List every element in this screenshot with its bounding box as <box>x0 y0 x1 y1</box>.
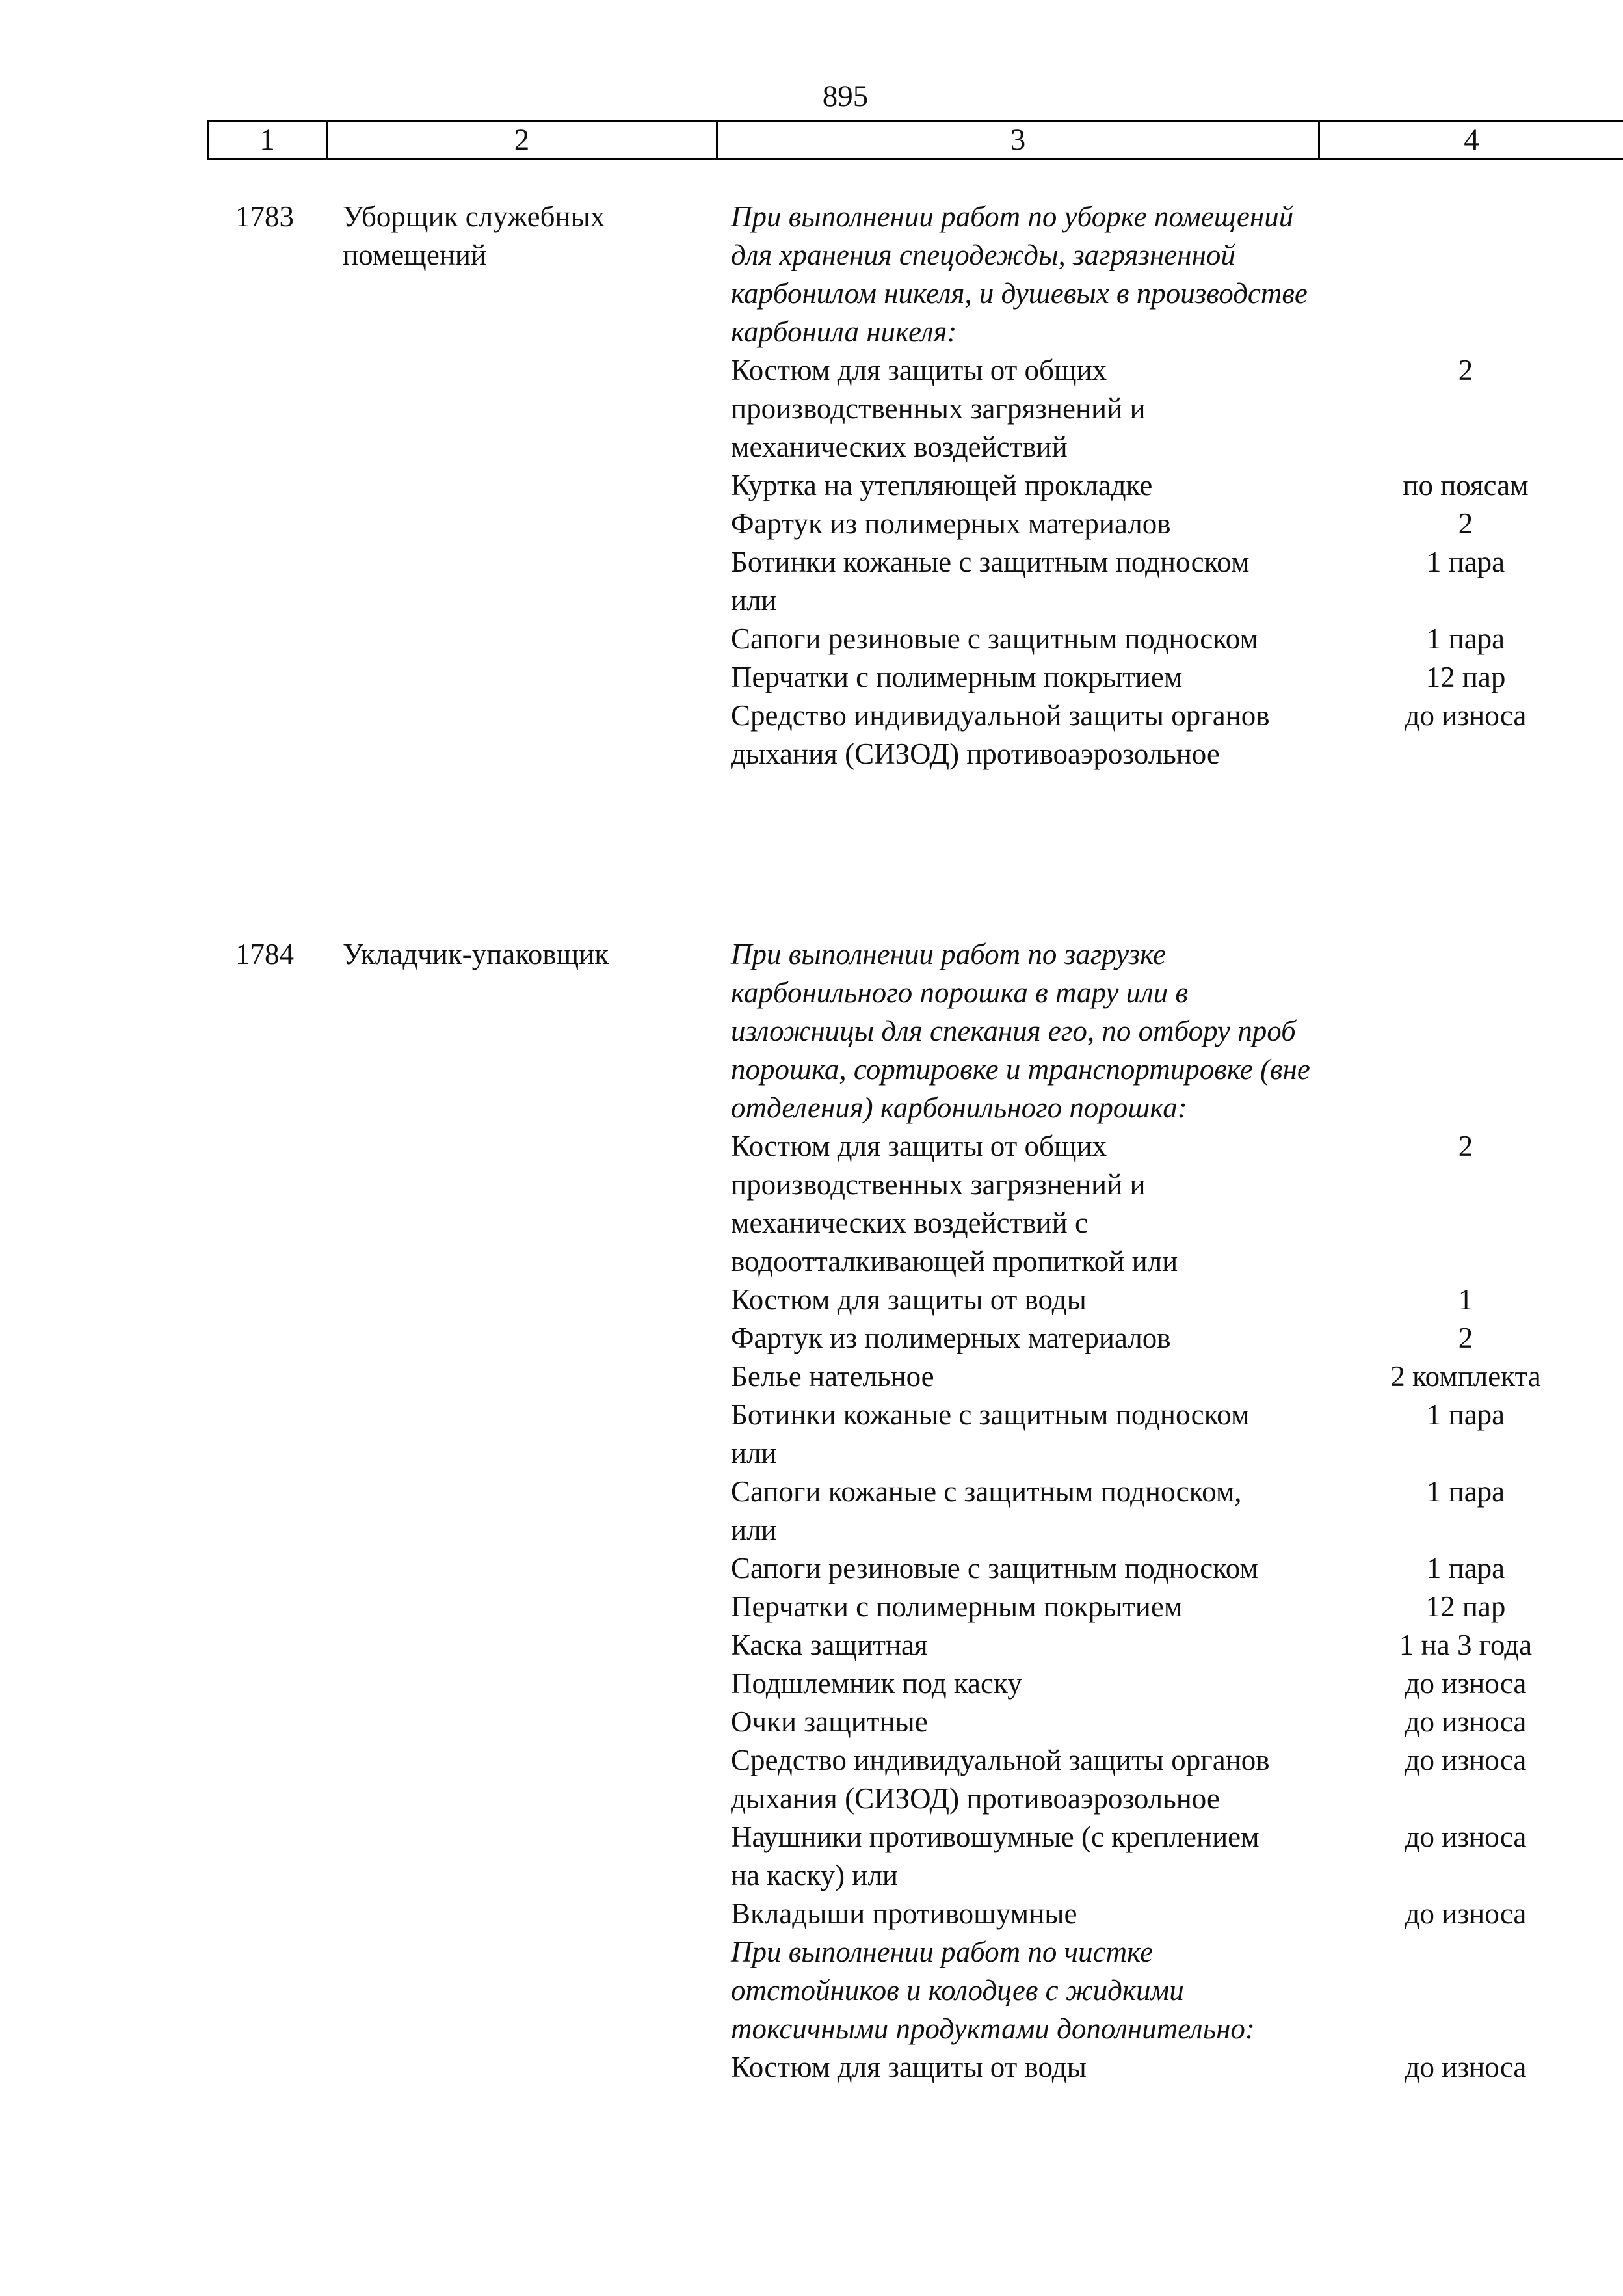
ppe-item-quantity: 1 пара <box>1426 1475 1505 1508</box>
ppe-item-name: Фартук из полимерных материалов <box>731 507 1171 540</box>
ppe-item-name: Очки защитные <box>731 1705 928 1738</box>
ppe-item-quantity: 1 <box>1458 1283 1473 1316</box>
ppe-item-name: Костюм для защиты от общих производственных загрязнений и механических воздействий <box>731 354 1146 463</box>
ppe-item-row <box>731 697 1576 773</box>
ppe-item-row <box>731 1396 1576 1473</box>
ppe-item-quantity: 2 <box>1458 1130 1473 1162</box>
condition-row <box>731 198 1576 351</box>
condition-row <box>731 935 1576 1127</box>
ppe-item-quantity: 12 пар <box>1425 1590 1506 1623</box>
ppe-item-row <box>731 658 1576 697</box>
ppe-item-row <box>731 1626 1576 1664</box>
ppe-item-quantity: до износа <box>1405 1744 1527 1776</box>
profession-name: Уборщик служебных помещений <box>343 200 605 271</box>
ppe-item-quantity: 2 <box>1458 1322 1473 1354</box>
ppe-item-name: Костюм для защиты от воды <box>731 2051 1087 2083</box>
work-condition: При выполнении работ по загрузке карбонильного порошка в тару или в изложницы для спекания его, по отбору проб порошка, сортировке и транспортировке (вне отделения) карбонильного порошка: <box>731 938 1310 1124</box>
work-condition: При выполнении работ по уборке помещений для хранения спецодежды, загрязненной карбонилом никеля, и душевых в производстве карбонила никеля: <box>731 200 1308 348</box>
header-col-3: 3 <box>718 122 1320 158</box>
ppe-list <box>731 935 1576 2087</box>
ppe-item-quantity: до износа <box>1405 699 1527 732</box>
ppe-item-row <box>731 1588 1576 1626</box>
ppe-item-quantity: 1 пара <box>1426 546 1505 578</box>
ppe-item-name: Подшлемник под каску <box>731 1667 1022 1700</box>
header-col-4: 4 <box>1464 123 1479 157</box>
ppe-item-quantity: до износа <box>1405 1821 1527 1853</box>
ppe-item-name: Перчатки с полимерным покрытием <box>731 661 1183 693</box>
ppe-item-quantity: 1 пара <box>1426 1398 1505 1431</box>
ppe-item-name: Каска защитная <box>731 1629 928 1661</box>
ppe-item-row <box>731 1319 1576 1357</box>
ppe-item-quantity: до износа <box>1405 1705 1527 1738</box>
header-col-2: 2 <box>328 122 718 158</box>
ppe-item-name: Ботинки кожаные с защитным подноском или <box>731 546 1250 617</box>
ppe-item-name: Сапоги резиновые с защитным подноском <box>731 1552 1258 1584</box>
ppe-item-row <box>731 543 1576 620</box>
ppe-item-quantity: до износа <box>1405 2051 1527 2083</box>
ppe-item-name: Средство индивидуальной защиты органов дыхания (СИЗОД) противоаэрозольное <box>731 1744 1270 1815</box>
ppe-item-row <box>731 1895 1576 1933</box>
ppe-item-quantity: 1 пара <box>1426 622 1505 655</box>
ppe-item-quantity: 1 пара <box>1426 1552 1505 1584</box>
entry-number: 1784 <box>235 938 294 970</box>
table-header <box>207 120 1623 160</box>
profession-name: Укладчик-упаковщик <box>343 938 609 970</box>
ppe-item-quantity: 2 <box>1458 507 1473 540</box>
ppe-item-quantity: 2 комплекта <box>1390 1360 1541 1393</box>
work-condition: При выполнении работ по чистке отстойников и колодцев с жидкими токсичными продуктами дополнительно: <box>731 1936 1255 2045</box>
entry-number: 1783 <box>235 200 294 233</box>
ppe-item-name: Сапоги кожаные с защитным подноском, или <box>731 1475 1242 1546</box>
ppe-item-row <box>731 620 1576 658</box>
ppe-item-row <box>731 1818 1576 1895</box>
ppe-item-quantity: до износа <box>1405 1667 1527 1700</box>
ppe-item-quantity: 2 <box>1458 354 1473 386</box>
ppe-item-quantity: 1 на 3 года <box>1399 1629 1533 1661</box>
ppe-item-name: Фартук из полимерных материалов <box>731 1322 1171 1354</box>
ppe-item-name: Белье нательное <box>731 1360 934 1393</box>
ppe-item-row <box>731 1127 1576 1281</box>
ppe-item-quantity: по поясам <box>1403 469 1529 501</box>
ppe-item-row <box>731 1741 1576 1818</box>
ppe-item-name: Наушники противошумные (с креплением на каску) или <box>731 1821 1260 1891</box>
ppe-item-quantity: 12 пар <box>1425 661 1506 693</box>
ppe-item-row <box>731 1549 1576 1588</box>
ppe-item-name: Куртка на утепляющей прокладке <box>731 469 1153 501</box>
ppe-item-name: Перчатки с полимерным покрытием <box>731 1590 1183 1623</box>
condition-row <box>731 1933 1576 2048</box>
ppe-item-row <box>731 2048 1576 2087</box>
ppe-item-row <box>731 505 1576 543</box>
ppe-item-row <box>731 1357 1576 1396</box>
ppe-item-name: Вкладыши противошумные <box>731 1897 1077 1930</box>
header-col-1: 1 <box>207 122 328 158</box>
ppe-item-name: Сапоги резиновые с защитным подноском <box>731 622 1258 655</box>
ppe-item-name: Костюм для защиты от общих производственных загрязнений и механических воздействий с водоотталкивающей пропиткой или <box>731 1130 1178 1277</box>
ppe-item-row <box>731 1473 1576 1549</box>
ppe-item-row <box>731 1281 1576 1319</box>
ppe-item-name: Ботинки кожаные с защитным подноском или <box>731 1398 1250 1469</box>
ppe-item-row <box>731 351 1576 466</box>
ppe-item-name: Костюм для защиты от воды <box>731 1283 1087 1316</box>
ppe-list <box>731 198 1576 773</box>
ppe-item-row <box>731 466 1576 505</box>
ppe-item-quantity: до износа <box>1405 1897 1527 1930</box>
ppe-item-row <box>731 1664 1576 1703</box>
ppe-item-name: Средство индивидуальной защиты органов дыхания (СИЗОД) противоаэрозольное <box>731 699 1270 770</box>
ppe-item-row <box>731 1703 1576 1741</box>
page-number: 895 <box>822 79 869 113</box>
